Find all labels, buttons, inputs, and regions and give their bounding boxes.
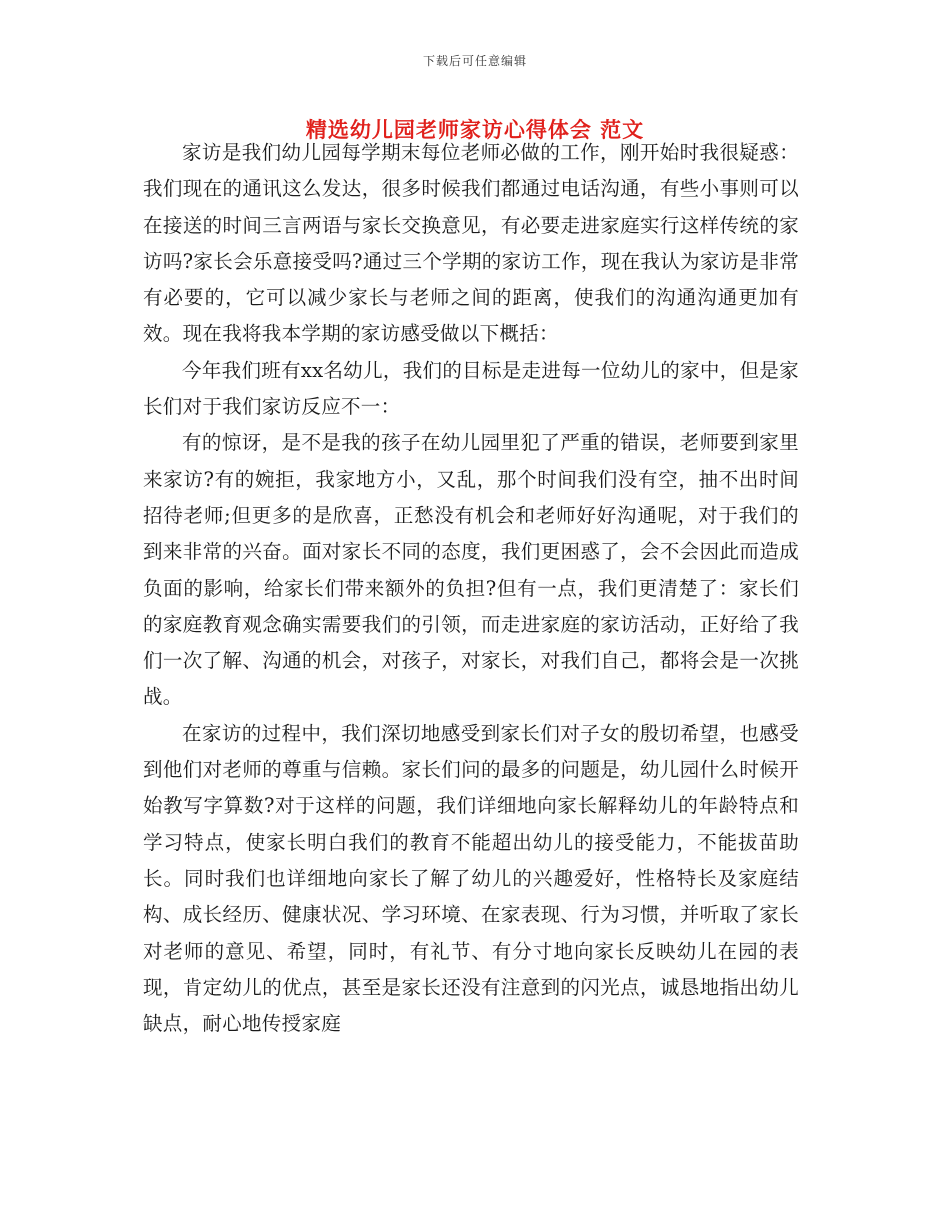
paragraph-visit-process: 在家访的过程中，我们深切地感受到家长们对子女的殷切希望，也感受到他们对老师的尊重与信赖。家长们问的最多的问题是，幼儿园什么时候开始教写字算数?对于这样的问题，我们详细地向家长解释幼儿的年龄特点和学习特点，使家长明白我们的教育不能超出幼儿的接受能力，不能拔苗助长。同时我们也详细地向家长了解了幼儿的兴趣爱好，性格特长及家庭结构、成长经历、健康状况、学习环境、在家表现、行为习惯，并听取了家长对老师的意见、希望，同时，有礼节、有分寸地向家长反映幼儿在园的表现，肯定幼儿的优点，甚至是家长还没有注意到的闪光点，诚恳地指出幼儿缺点，耐心地传授家庭 bbox=[143, 721, 799, 1036]
document-body bbox=[143, 135, 799, 1042]
page-header-note: 下载后可任意编辑 bbox=[422, 54, 527, 68]
document-title: 精选幼儿园老师家访心得体会 范文 bbox=[305, 117, 645, 142]
paragraph-intro: 家访是我们幼儿园每学期末每位老师必做的工作，刚开始时我很疑惑：我们现在的通讯这么发达，很多时候我们都通过电话沟通，有些小事则可以在接送的时间三言两语与家长交换意见，有必要走进家庭实行这样传统的家访吗?家长会乐意接受吗?通过三个学期的家访工作，现在我认为家访是非常有必要的，它可以减少家长与老师之间的距离，使我们的沟通沟通更加有效。现在我将我本学期的家访感受做以下概括： bbox=[143, 141, 799, 346]
paragraph-parent-reactions: 有的惊讶，是不是我的孩子在幼儿园里犯了严重的错误，老师要到家里来家访?有的婉拒，我家地方小，又乱，那个时间我们没有空，抽不出时间招待老师;但更多的是欣喜，正愁没有机会和老师好好沟通呢，对于我们的到来非常的兴奋。面对家长不同的态度，我们更困惑了，会不会因此而造成负面的影响，给家长们带来额外的负担?但有一点，我们更清楚了：家长们的家庭教育观念确实需要我们的引领，而走进家庭的家访活动，正好给了我们一次了解、沟通的机会，对孩子，对家长，对我们自己，都将会是一次挑战。 bbox=[143, 431, 799, 709]
paragraph-class-goal: 今年我们班有xx名幼儿，我们的目标是走进每一位幼儿的家中，但是家长们对于我们家访反应不一： bbox=[143, 358, 799, 419]
